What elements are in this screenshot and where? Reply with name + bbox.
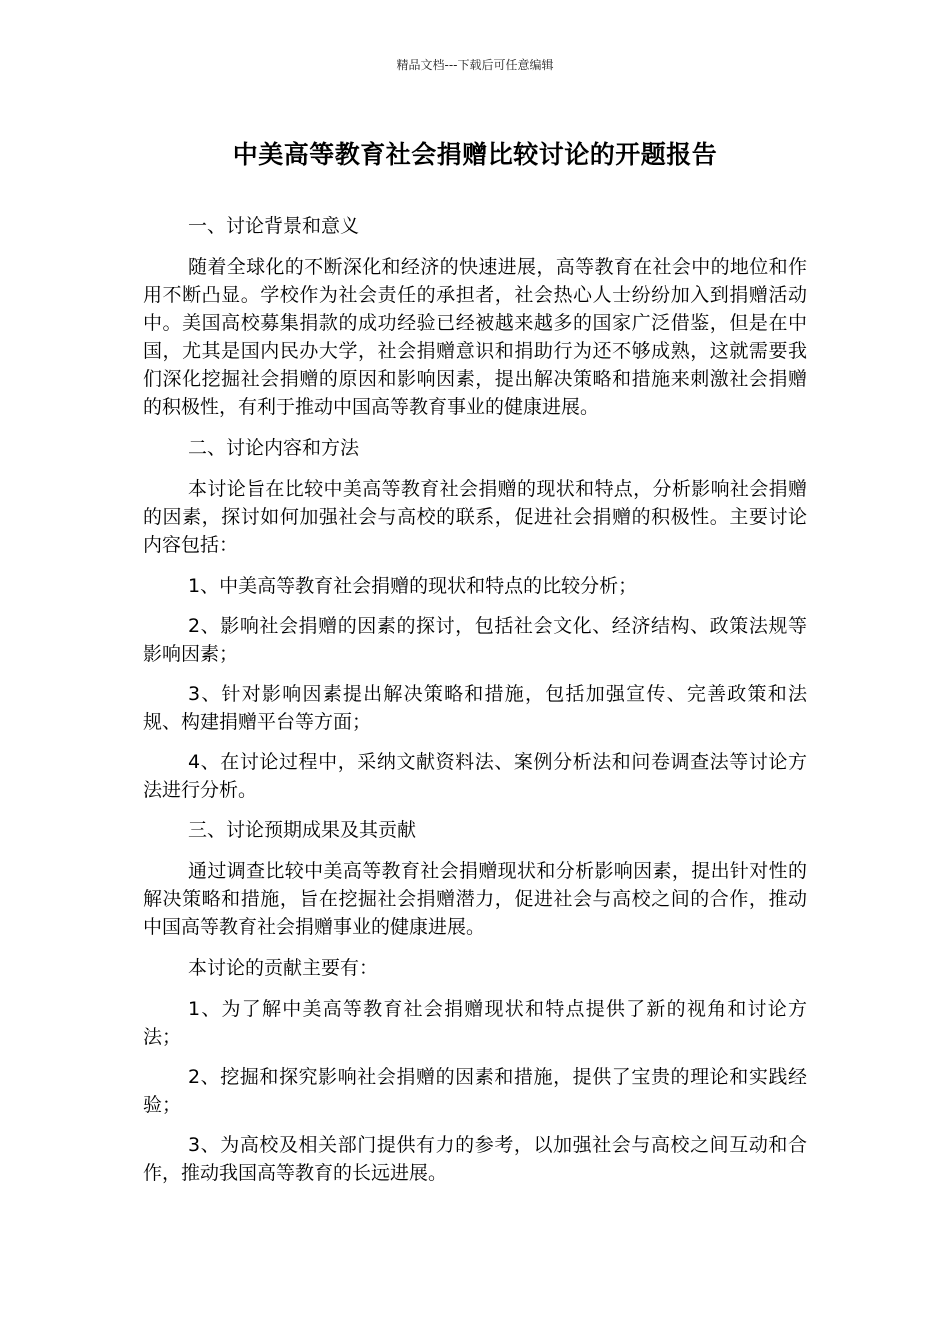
section-1-heading: 一、讨论背景和意义 (188, 215, 360, 237)
section-3-item-3: 3、为高校及相关部门提供有力的参考，以加强社会与高校之间互动和合作，推动我国高等教育的长远进展。 (143, 1134, 807, 1184)
section-2-item-1: 1、中美高等教育社会捐赠的现状和特点的比较分析； (188, 575, 638, 597)
section-2-heading: 二、讨论内容和方法 (188, 437, 360, 459)
document-body (143, 212, 807, 1199)
section-3-paragraph: 通过调查比较中美高等教育社会捐赠现状和分析影响因素，提出针对性的解决策略和措施，旨在挖掘社会捐赠潜力，促进社会与高校之间的合作，推动中国高等教育社会捐赠事业的健康进展。 (143, 860, 807, 938)
section-3-heading: 三、讨论预期成果及其贡献 (188, 819, 417, 841)
section-2-item-4: 4、在讨论过程中，采纳文献资料法、案例分析法和问卷调查法等讨论方法进行分析。 (143, 751, 807, 801)
section-2-paragraph: 本讨论旨在比较中美高等教育社会捐赠的现状和特点，分析影响社会捐赠的因素，探讨如何加强社会与高校的联系，促进社会捐赠的积极性。主要讨论内容包括： (143, 478, 807, 556)
section-3-item-2: 2、挖掘和探究影响社会捐赠的因素和措施，提供了宝贵的理论和实践经验； (143, 1066, 807, 1116)
document-title: 中美高等教育社会捐赠比较讨论的开题报告 (232, 140, 718, 169)
page-header-note: 精品文档---下载后可任意编辑 (396, 58, 554, 72)
section-2-item-2: 2、影响社会捐赠的因素的探讨，包括社会文化、经济结构、政策法规等影响因素； (143, 615, 807, 665)
section-1-paragraph: 随着全球化的不断深化和经济的快速进展，高等教育在社会中的地位和作用不断凸显。学校作为社会责任的承担者，社会热心人士纷纷加入到捐赠活动中。美国高校募集捐款的成功经验已经被越来越多的国家广泛借鉴，但是在中国，尤其是国内民办大学，社会捐赠意识和捐助行为还不够成熟，这就需要我们深化挖掘社会捐赠的原因和影响因素，提出解决策略和措施来刺激社会捐赠的积极性，有利于推动中国高等教育事业的健康进展。 (143, 256, 807, 418)
section-2-item-3: 3、针对影响因素提出解决策略和措施，包括加强宣传、完善政策和法规、构建捐赠平台等方面； (143, 683, 807, 733)
section-3-item-1: 1、为了解中美高等教育社会捐赠现状和特点提供了新的视角和讨论方法； (143, 998, 807, 1048)
section-3-intro: 本讨论的贡献主要有： (188, 957, 379, 979)
